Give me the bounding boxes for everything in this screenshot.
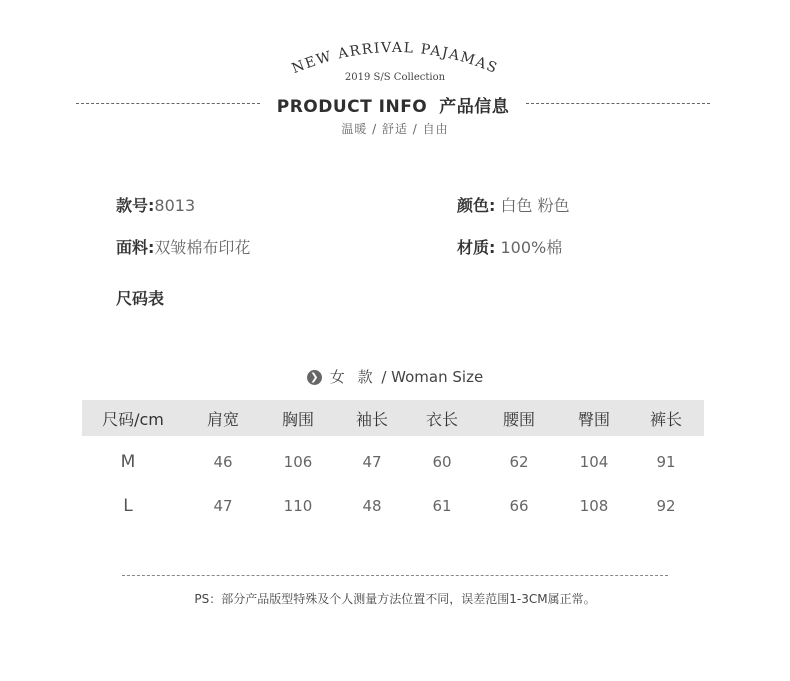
size-section-title bbox=[0, 366, 790, 387]
size-title-en: / Woman Size bbox=[381, 368, 484, 386]
size-chart-label bbox=[116, 286, 164, 309]
info-value: 白色 粉色 bbox=[500, 196, 570, 215]
table-cell: L bbox=[123, 496, 133, 516]
footer-note: PS：部分产品版型特殊及个人测量方法位置不同，误差范围1-3CM属正常。 bbox=[194, 592, 596, 606]
table-header-cell: 肩宽 bbox=[206, 409, 239, 429]
table-cell: 106 bbox=[283, 453, 313, 471]
page-subtitle: 温暖 / 舒适 / 自由 bbox=[341, 122, 449, 136]
table-cell: 66 bbox=[509, 497, 529, 515]
divider-right bbox=[526, 103, 710, 104]
table-header-cell: 臀围 bbox=[577, 409, 610, 429]
collection-label: 2019 S/S Collection bbox=[344, 72, 446, 83]
table-cell: 61 bbox=[432, 497, 452, 515]
info-fabric bbox=[116, 235, 250, 258]
table-header-cell: 袖长 bbox=[355, 409, 388, 429]
table-header bbox=[82, 400, 704, 436]
title-cn: 产品信息 bbox=[439, 97, 510, 117]
table-row bbox=[82, 484, 704, 528]
info-value: 100%棉 bbox=[500, 238, 563, 257]
table-cell: 91 bbox=[656, 453, 676, 471]
size-chart-text: 尺码表 bbox=[116, 289, 165, 308]
table-cell: 104 bbox=[579, 453, 609, 471]
info-label: 颜色: bbox=[457, 196, 496, 215]
footer-divider bbox=[122, 575, 668, 576]
size-title-cn: 女 款 bbox=[329, 368, 377, 386]
size-table bbox=[82, 400, 704, 528]
table-row bbox=[82, 440, 704, 484]
chevron-right-icon: ❯ bbox=[307, 370, 322, 385]
info-value: 8013 bbox=[154, 196, 196, 215]
product-info-title-row bbox=[76, 92, 710, 117]
info-material bbox=[457, 235, 562, 258]
info-label: 款号: bbox=[116, 196, 155, 215]
arc-text: NEW ARRIVAL PAJAMAS bbox=[289, 39, 501, 78]
info-style-no bbox=[116, 193, 195, 216]
info-label: 材质: bbox=[457, 238, 496, 257]
table-header-cell: 腰围 bbox=[502, 409, 535, 429]
table-cell: M bbox=[120, 452, 136, 472]
table-header-cell: 裤长 bbox=[649, 409, 682, 429]
table-cell: 48 bbox=[362, 497, 382, 515]
page-title bbox=[76, 92, 710, 117]
table-cell: 46 bbox=[213, 453, 233, 471]
table-cell: 47 bbox=[213, 497, 233, 515]
table-header-cell: 尺码/cm bbox=[102, 409, 164, 429]
table-cell: 60 bbox=[432, 453, 452, 471]
table-cell: 110 bbox=[283, 497, 313, 515]
info-label: 面料: bbox=[116, 238, 155, 257]
table-cell: 92 bbox=[656, 497, 676, 515]
table-cell: 47 bbox=[362, 453, 382, 471]
table-cell: 62 bbox=[509, 453, 529, 471]
table-cell: 108 bbox=[579, 497, 609, 515]
title-en: PRODUCT INFO bbox=[276, 97, 428, 117]
info-color bbox=[457, 193, 570, 216]
info-value: 双皱棉布印花 bbox=[154, 238, 251, 257]
table-header-cell: 胸围 bbox=[281, 409, 314, 429]
table-header-cell: 衣长 bbox=[425, 409, 458, 429]
